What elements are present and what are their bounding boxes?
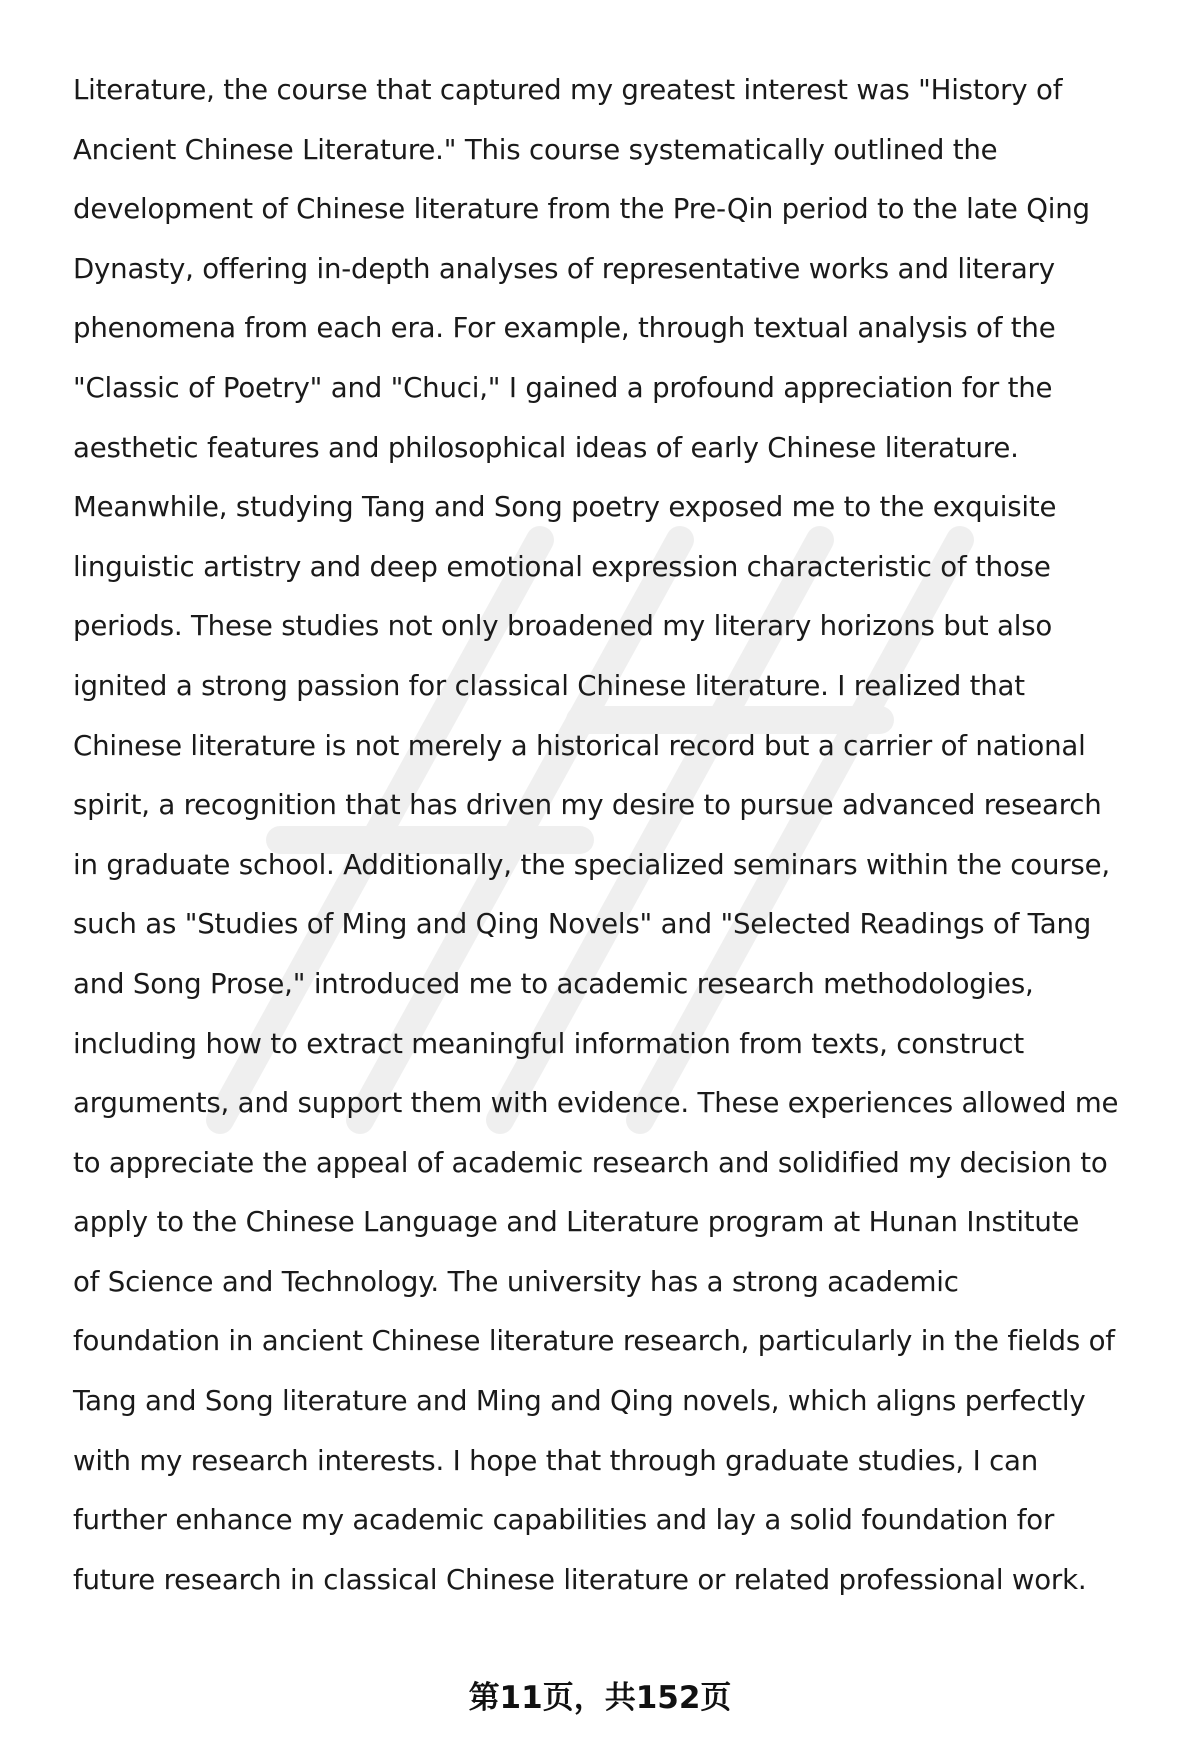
text-line-21: of Science and Technology. The university has a strong academic: [73, 1264, 959, 1298]
text-line-4: Dynasty, offering in-depth analyses of representative works and literary: [73, 251, 1055, 285]
page-number: 第11页，共152页: [468, 1680, 732, 1716]
text-line-6: "Classic of Poetry" and "Chuci," I gained a profound appreciation for the: [73, 370, 1053, 404]
text-line-14: in graduate school. Additionally, the specialized seminars within the course,: [73, 847, 1110, 881]
text-line-12: Chinese literature is not merely a historical record but a carrier of national: [73, 728, 1086, 762]
text-line-24: with my research interests. I hope that through graduate studies, I can: [73, 1443, 1039, 1477]
text-line-9: linguistic artistry and deep emotional expression characteristic of those: [73, 549, 1051, 583]
body-text: [73, 60, 1153, 1609]
text-line-25: further enhance my academic capabilities and lay a solid foundation for: [73, 1503, 1055, 1537]
text-line-10: periods. These studies not only broadened my literary horizons but also: [73, 609, 1053, 643]
text-line-7: aesthetic features and philosophical ideas of early Chinese literature.: [73, 430, 1019, 464]
text-line-1: Literature, the course that captured my greatest interest was "History of: [73, 73, 1063, 106]
text-line-20: apply to the Chinese Language and Literature program at Hunan Institute: [73, 1205, 1080, 1239]
text-line-18: arguments, and support them with evidence. These experiences allowed me: [73, 1086, 1119, 1120]
text-line-2: Ancient Chinese Literature." This course systematically outlined the: [73, 132, 998, 166]
text-line-11: ignited a strong passion for classical Chinese literature. I realized that: [73, 668, 1025, 702]
text-line-3: development of Chinese literature from the Pre-Qin period to the late Qing: [73, 192, 1090, 226]
text-line-19: to appreciate the appeal of academic research and solidified my decision to: [73, 1145, 1108, 1179]
text-line-26: future research in classical Chinese literature or related professional work.: [73, 1562, 1087, 1596]
text-line-23: Tang and Song literature and Ming and Qing novels, which aligns perfectly: [73, 1384, 1086, 1418]
text-line-8: Meanwhile, studying Tang and Song poetry exposed me to the exquisite: [73, 490, 1057, 524]
text-line-13: spirit, a recognition that has driven my desire to pursue advanced research: [73, 788, 1102, 822]
text-line-16: and Song Prose," introduced me to academic research methodologies,: [73, 966, 1034, 1000]
text-line-22: foundation in ancient Chinese literature research, particularly in the fields of: [73, 1324, 1115, 1358]
text-line-5: phenomena from each era. For example, through textual analysis of the: [73, 311, 1056, 345]
text-line-15: such as "Studies of Ming and Qing Novels" and "Selected Readings of Tang: [73, 907, 1092, 941]
text-line-17: including how to extract meaningful information from texts, construct: [73, 1026, 1024, 1060]
